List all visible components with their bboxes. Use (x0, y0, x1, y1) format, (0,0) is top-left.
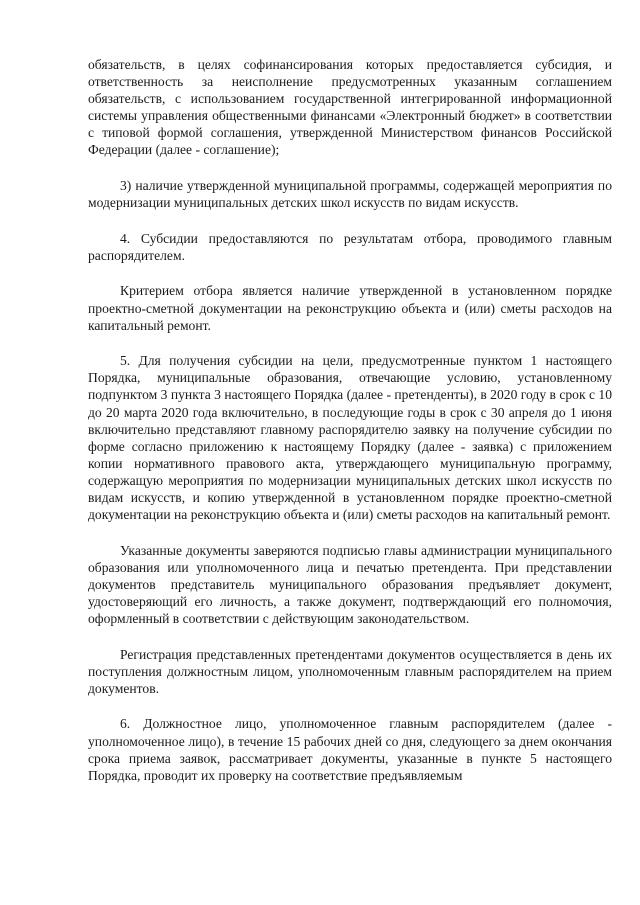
paragraph-item-4-selection: 4. Субсидии предоставляются по результатам отбора, проводимого главным распорядителем. (88, 230, 612, 263)
document-body (88, 56, 612, 784)
paragraph-registration: Регистрация представленных претендентами документов осуществляется в день их поступления должностным лицом, уполномоченным главным распорядителем на прием документов. (88, 646, 612, 696)
paragraph-item-5-application: 5. Для получения субсидии на цели, предусмотренные пунктом 1 настоящего Порядка, муниципальные образования, отвечающие условию, установленному подпунктом 3 пункта 3 настоящего Порядка (далее - претенденты), в 2020 году в срок с 10 до 20 марта 2020 года включительно, в последующие годы в срок с 30 апреля до 1 июня включительно представляют главному распорядителю заявку на получение субсидии по форме согласно приложению к настоящему Порядку (далее - заявка) с приложением копии нормативного правового акта, утверждающего муниципальную программу, содержащую мероприятия по модернизации муниципальных детских школ искусств по видам искусств, и копию утвержденной в установленном порядке проектно-сметной документации на реконструкцию объекта и (или) сметы расходов на капитальный ремонт. (88, 353, 612, 523)
paragraph-document-certification: Указанные документы заверяются подписью главы администрации муниципального образования или уполномоченного лица и печатью претендента. При представлении документов представитель муниципального образования предъявляет документ, удостоверяющий его личность, а также документ, подтверждающий его полномочия, оформленный в соответствии с действующим законодательством. (88, 542, 612, 627)
paragraph-item-6-review: 6. Должностное лицо, уполномоченное главным распорядителем (далее - уполномоченное лицо), в течение 15 рабочих дней со дня, следующего за днем окончания срока приема заявок, рассматривает документы, указанные в пункте 5 настоящего Порядка, проводит их проверку на соответствие предъявляемым (88, 716, 612, 783)
paragraph-selection-criterion: Критерием отбора является наличие утвержденной в установленном порядке проектно-сметной документации на реконструкцию объекта и (или) сметы расходов на капитальный ремонт. (88, 283, 612, 333)
paragraph-continuation-agreement: обязательств, в целях софинансирования которых предоставляется субсидия, и ответственность за неисполнение предусмотренных указанным соглашением обязательств, с использованием государственной интегрированной информационной системы управления общественными финансами «Электронный бюджет» в соответствии с типовой формой соглашения, утвержденной Министерством финансов Российской Федерации (далее - соглашение); (88, 57, 612, 158)
paragraph-item-3-municipal-program: 3) наличие утвержденной муниципальной программы, содержащей мероприятия по модернизации муниципальных детских школ искусств по видам искусств. (88, 178, 612, 211)
